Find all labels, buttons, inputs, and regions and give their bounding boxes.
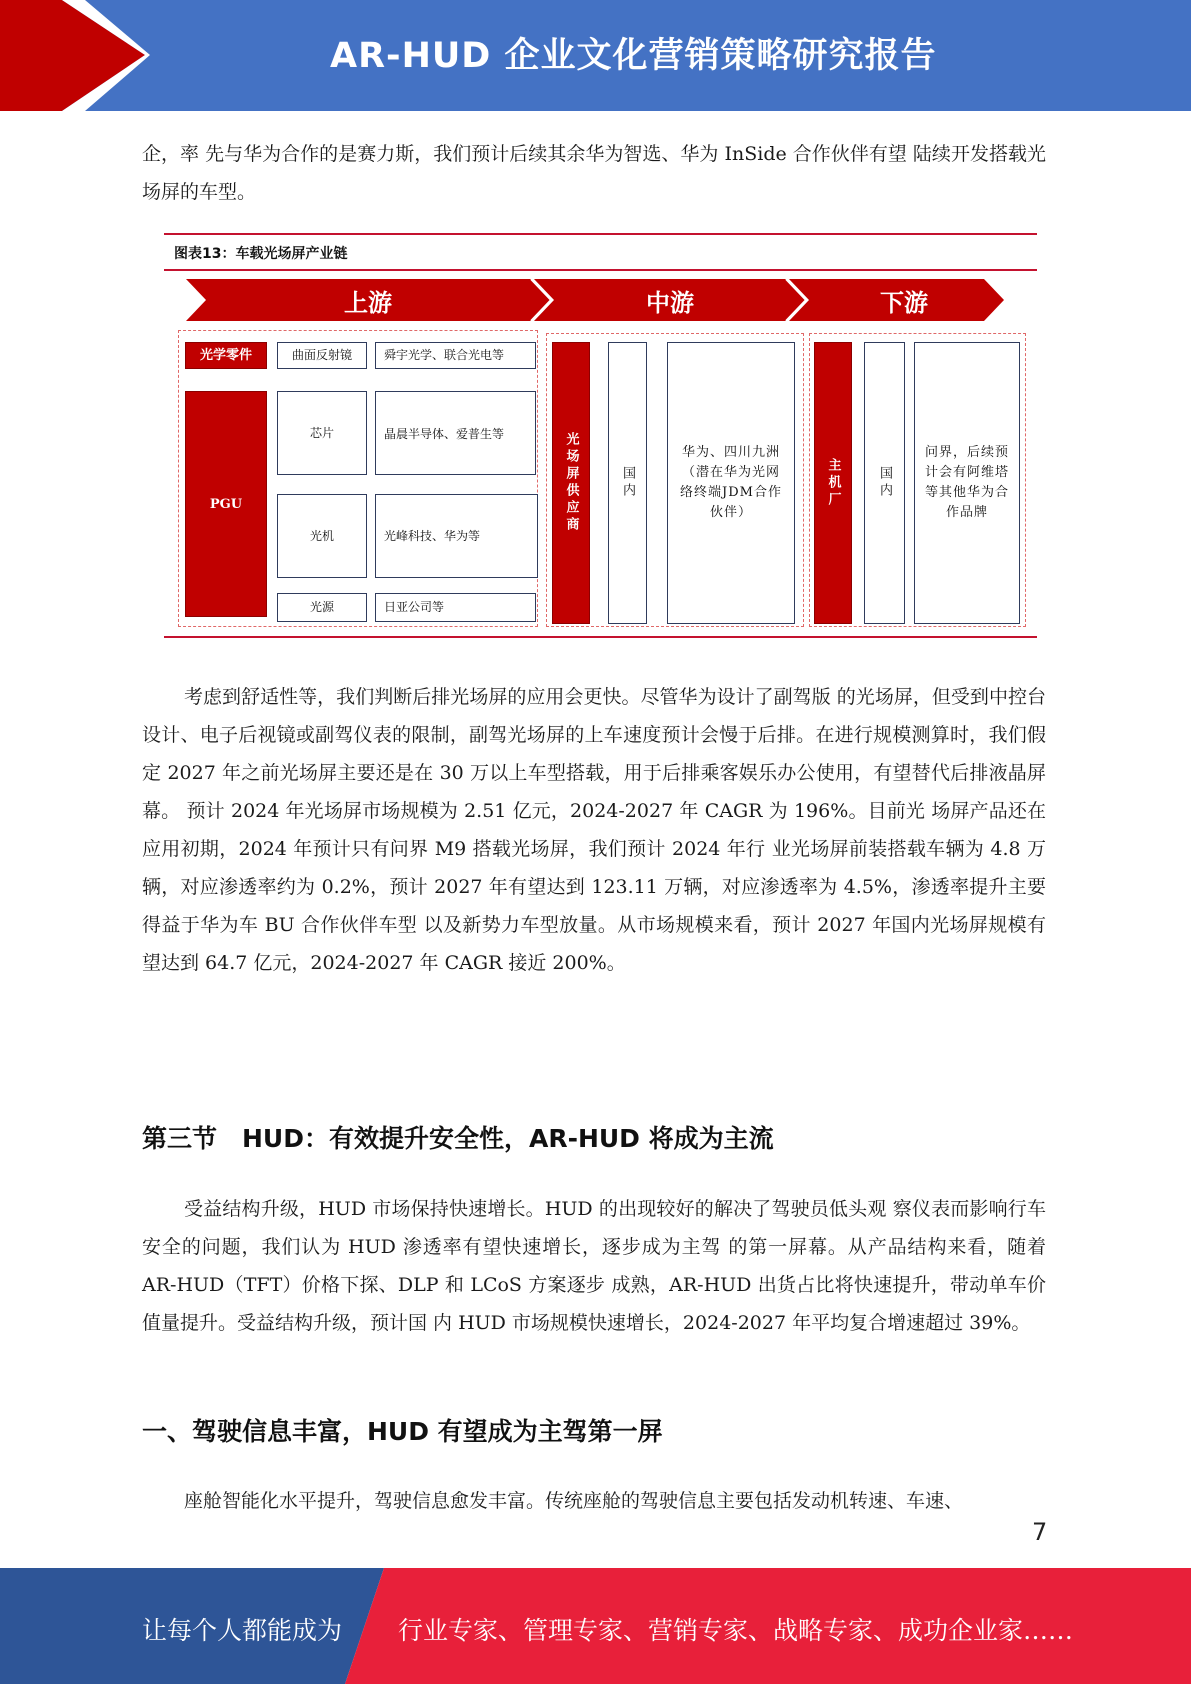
figure-bottom-rule xyxy=(164,636,1037,638)
midstream-players-box: 华为、四川九洲（潜在华为光网络终端JDM合作伙伴） xyxy=(667,342,795,624)
downstream-role-box: 主机厂 xyxy=(814,342,852,624)
supplier-box: 日亚公司等 xyxy=(375,593,536,622)
body-paragraph: 座舱智能化水平提升，驾驶信息愈发丰富。传统座舱的驾驶信息主要包括发动机转速、车速、 xyxy=(184,1490,964,1512)
figure-top-rule xyxy=(164,233,1037,235)
footer-slogan-right: 行业专家、管理专家、营销专家、战略专家、成功企业家…… xyxy=(398,1616,1074,1645)
body-paragraph: 受益结构升级，HUD 市场保持快速增长。HUD 的出现较好的解决了驾驶员低头观 察仪表而影响行车安全的问题，我们认为 HUD 渗透率有望快速增长，逐步成为主驾 的第一屏幕。从产品结构来看，随着 AR-HUD（TFT）价格下探、DLP 和 LCoS 方案逐步 成熟，AR-HUD 出货占比将快速提升，带动单车价值量提升。受益结构升级，预计国 内 HUD 市场规模快速增长，2024-2027 年平均复合增速超过 39%。 xyxy=(142,1198,1046,1334)
optical-parts-box: 光学零件 xyxy=(185,342,267,369)
component-box: 光机 xyxy=(277,494,367,578)
footer-slogan-left: 让每个人都能成为 xyxy=(142,1616,343,1645)
component-box: 曲面反射镜 xyxy=(277,342,367,369)
component-box: 光源 xyxy=(277,593,367,622)
industry-chain-figure xyxy=(164,233,1037,638)
midstream-role-box: 光场屏供应商 xyxy=(552,342,590,624)
downstream-players-box: 问界，后续预计会有阿维塔等其他华为合作品牌 xyxy=(914,342,1020,624)
midstream-region-box: 国内 xyxy=(608,342,647,624)
header-chevron-decoration xyxy=(0,0,160,111)
stage-downstream-label: 下游 xyxy=(880,289,928,317)
header-bar xyxy=(0,0,1191,111)
section-heading: 第三节 HUD：有效提升安全性，AR-HUD 将成为主流 xyxy=(142,1124,774,1153)
supplier-box: 光峰科技、华为等 xyxy=(375,494,538,578)
downstream-region-box: 国内 xyxy=(864,342,905,624)
pgu-box: PGU xyxy=(185,391,267,617)
supplier-box: 晶晨半导体、爱普生等 xyxy=(375,391,536,475)
component-box: 芯片 xyxy=(277,391,367,475)
stage-midstream-label: 中游 xyxy=(646,289,694,317)
intro-paragraph: 企，率 先与华为合作的是赛力斯，我们预计后续其余华为智选、华为 InSide 合作伙伴有望 陆续开发搭载光场屏的车型。 xyxy=(142,143,1046,203)
body-paragraph: 考虑到舒适性等，我们判断后排光场屏的应用会更快。尽管华为设计了副驾版 的光场屏，但受到中控台设计、电子后视镜或副驾仪表的限制，副驾光场屏的上车速度预计会慢于后排。在进行规模测算时，我们假定 2027 年之前光场屏主要还是在 30 万以上车型搭载，用于后排乘客娱乐办公使用，有望替代后排液晶屏幕。 预计 2024 年光场屏市场规模为 2.51 亿元，2024-2027 年 CAGR 为 196%。目前光 场屏产品还在应用初期，2024 年预计只有问界 M9 搭载光场屏，我们预计 2024 年行 业光场屏前装搭载车辆为 4.8 万辆，对应渗透率约为 0.2%，预计 2027 年有望达到 123.11 万辆，对应渗透率为 4.5%，渗透率提升主要得益于华为车 BU 合作伙伴车型 以及新势力车型放量。从市场规模来看，预计 2027 年国内光场屏规模有望达到 64.7 亿元，2024-2027 年 CAGR 接近 200%。 xyxy=(142,686,1046,974)
figure-caption-rule xyxy=(164,269,1037,271)
stage-upstream-label: 上游 xyxy=(344,289,392,317)
supplier-box: 舜宇光学、联合光电等 xyxy=(375,342,536,369)
report-title: AR-HUD 企业文化营销策略研究报告 xyxy=(330,36,937,76)
figure-caption: 图表13：车载光场屏产业链 xyxy=(174,246,348,262)
page-number: 7 xyxy=(1032,1518,1048,1546)
subsection-heading: 一、驾驶信息丰富，HUD 有望成为主驾第一屏 xyxy=(142,1417,663,1446)
